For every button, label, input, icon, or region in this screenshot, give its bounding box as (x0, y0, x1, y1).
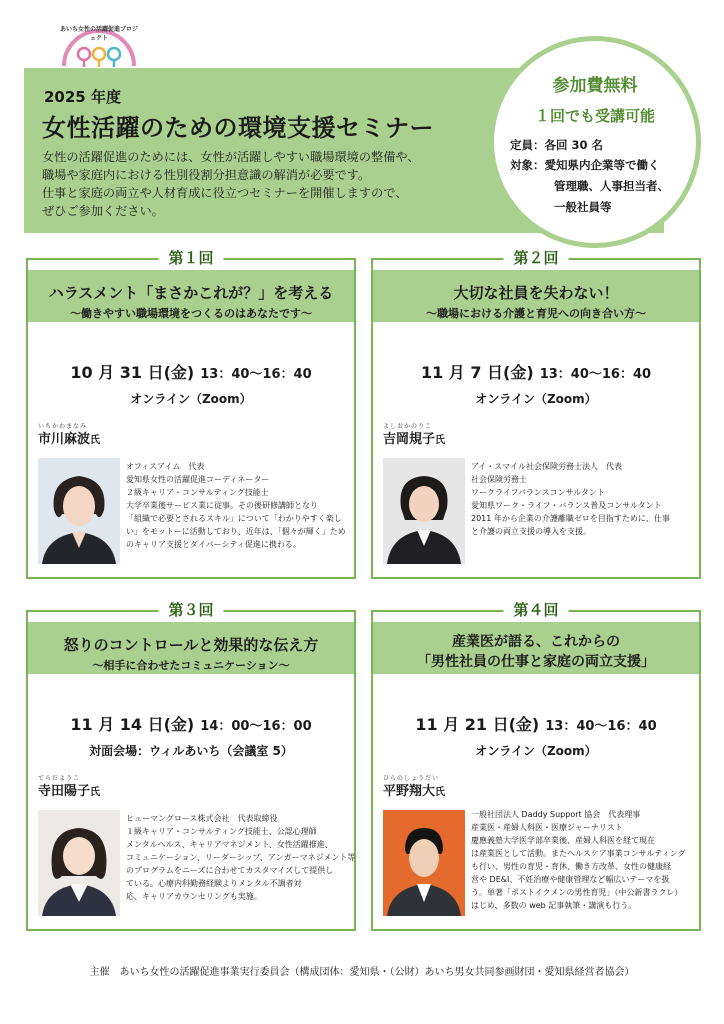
honorific: 氏 (90, 435, 101, 446)
speaker-photo (38, 810, 120, 916)
session-number: 第４回 (503, 599, 568, 620)
bio-line: 一般社団法人 Daddy Support 協会 代表理事 (471, 810, 641, 819)
speaker-name (38, 428, 100, 447)
session-number: 第２回 (503, 247, 568, 268)
target-text: 管理職、人事担当者、 (554, 179, 669, 193)
speaker-name (383, 780, 445, 799)
speaker-photo (383, 810, 465, 916)
session-1-card (26, 249, 356, 579)
session-title-line-2: 「男性社員の仕事と家庭の両立支援」 (417, 654, 655, 670)
capacity-text: 定員：各回 30 名 (510, 138, 604, 152)
bio-line: 大学卒業後サービス業に従事。その後研修講師となり (126, 501, 318, 510)
session-datetime (373, 360, 699, 383)
session-3-card (26, 601, 356, 931)
speaker-name-text: 平野翔大 (383, 784, 436, 799)
session-title-band (28, 270, 354, 322)
speaker-bio (471, 808, 699, 912)
session-title-band (373, 270, 699, 322)
bio-line: 2011 年から企業の介護離職ゼロを目指すために、仕事 (471, 514, 670, 523)
bio-line: と介護の両立支援の導入を支援。 (471, 527, 591, 536)
bio-line: はじめ、多数の web 記事執筆・講演も行う。 (471, 901, 637, 910)
year-label: 2025 年度 (44, 88, 121, 106)
session-title-band (28, 622, 354, 674)
session-title-band (373, 622, 699, 674)
bio-line: のキャリア支援とダイバーシティ促進に携わる。 (126, 540, 301, 549)
intro-line: 仕事と家庭の両立や人材育成に役立つセミナーを開催しますので、 (42, 186, 408, 200)
speaker-name-text: 市川麻波 (38, 432, 91, 447)
session-4-card (371, 601, 701, 931)
organizer-footer: 主催 あいち女性の活躍促進事業実行委員会（構成団体：愛知県・（公財）あいち男女共同参画財団・愛知県経営者協会） (89, 967, 635, 978)
session-date: 11 月 14 日(金) (70, 715, 195, 734)
logo-text: あいち女性の活躍促進プロジェクト (59, 26, 138, 42)
bio-line: も行い、男性の育児・育休、働き方改革、女性の健康経 (471, 862, 671, 871)
honorific: 氏 (435, 787, 446, 798)
bio-line: う。単著「ポストイクメンの男性育児」（中公新書ラクレ） (471, 888, 683, 897)
session-venue: オンライン（Zoom） (475, 392, 597, 406)
speaker-name (383, 428, 445, 447)
speaker-photo (383, 458, 465, 564)
session-date: 10 月 31 日(金) (70, 363, 195, 382)
project-logo (58, 10, 140, 70)
bio-line: オフィスアイム 代表 (126, 462, 205, 471)
intro-line: ぜひご参加ください。 (42, 204, 164, 218)
info-badge (489, 36, 701, 248)
session-time: 14：00～16：00 (200, 719, 312, 734)
bio-line: ヒューマングロース株式会社 代表取締役 (126, 814, 278, 823)
speaker-ruby: よしおかのりこ (383, 423, 433, 430)
bio-line: 社会保険労務士 (471, 475, 527, 484)
session-time: 13：40～16：40 (200, 367, 312, 382)
session-date: 11 月 21 日(金) (415, 715, 540, 734)
person-photo-icon (383, 458, 465, 564)
target-text: 対象：愛知県内企業等で働く (510, 158, 660, 172)
session-time: 13：40～16：40 (539, 367, 652, 382)
session-title: 怒りのコントロールと効果的な伝え方 (63, 636, 319, 654)
speaker-ruby: ひらのしょうだい (383, 775, 440, 782)
free-label: 参加費無料 (552, 76, 638, 96)
speaker-name (38, 780, 100, 799)
session-date: 11 月 7 日(金) (420, 363, 534, 382)
speaker-name-text: 寺田陽子 (38, 784, 91, 799)
honorific: 氏 (435, 435, 446, 446)
bio-line: 愛知県ワーク・ライフ・バランス普及コンサルタント (471, 501, 662, 510)
target-text: 一般社員等 (554, 200, 612, 214)
bio-line: ワークライフバランスコンサルタント (471, 488, 605, 497)
speaker-bio (471, 460, 699, 538)
intro-line: 女性の活躍促進のためには、女性が活躍しやすい職場環境の整備や、 (42, 150, 420, 164)
bio-line: 応、キャリアカウンセリングも実施。 (126, 892, 262, 901)
bio-line: 「組織で必要とされるスキル」について「わかりやすく楽し (126, 514, 342, 523)
session-number: 第３回 (158, 599, 223, 620)
session-venue: 対面会場：ウィルあいち（会議室 5） (89, 744, 293, 758)
person-photo-icon (38, 458, 120, 564)
intro-text (42, 148, 512, 220)
bio-line: ている。心療内科勤務経験よりメンタル不調者対 (126, 879, 302, 888)
intro-line: 職場や家庭内における性別役割分担意識の解消が必要です。 (42, 168, 371, 182)
speaker-bio (126, 812, 354, 903)
bio-line: １級キャリア・コンサルティング技能士、公認心理師 (126, 827, 317, 836)
session-venue: オンライン（Zoom） (130, 392, 252, 406)
bio-line: 慶應義塾大学医学部卒業後、産婦人科医を経て現在 (471, 836, 655, 845)
session-title: ハラスメント「まさかこれが？」を考える (48, 284, 334, 302)
bio-line: 営や DE&I、不妊治療や健康管理など幅広いテーマを扱 (471, 875, 670, 884)
session-datetime (28, 712, 354, 735)
bio-line: は産業医として活動。またヘルスケア事業コンサルティング (471, 849, 686, 858)
bio-line: 愛知県女性の活躍促進コーディネーター (126, 475, 270, 484)
bio-line: 産業医・産婦人科医・医療ジャーナリスト (471, 823, 623, 832)
session-2-card (371, 249, 701, 579)
bio-line: コミュニケーション、リーダーシップ、アンガーマネジメント等 (126, 853, 356, 862)
bio-line: アイ・スマイル社会保険労務士法人 代表 (471, 462, 622, 471)
person-photo-icon (38, 810, 120, 916)
session-title: 産業医が語る、これからの (452, 634, 620, 650)
session-subtitle: ～相手に合わせたコミュニケーション～ (92, 659, 290, 672)
bio-line: のプログラムをニーズに合わせてカスタマイズして提供し (126, 866, 334, 875)
bio-line: い」をモットーに活動しており、近年は、「個々が輝く」ため (126, 527, 346, 536)
page-title: 女性活躍のための環境支援セミナー (42, 114, 434, 142)
once-label: １回でも受講可能 (534, 107, 655, 125)
speaker-ruby: いちかわまなみ (38, 423, 88, 430)
session-datetime (373, 712, 699, 735)
person-photo-icon (383, 810, 465, 916)
speaker-photo (38, 458, 120, 564)
session-number: 第１回 (158, 247, 223, 268)
speaker-name-text: 吉岡規子 (383, 432, 436, 447)
session-datetime (28, 360, 354, 383)
session-subtitle: ～職場における介護と育児への向き合い方～ (426, 307, 646, 320)
speaker-ruby: てらだようこ (38, 775, 81, 782)
bio-line: メンタルヘルス、キャリアマネジメント、女性活躍推進、 (126, 840, 333, 849)
speaker-bio (126, 460, 354, 551)
session-subtitle: ～働きやすい職場環境をつくるのはあなたです～ (70, 307, 312, 320)
session-title: 大切な社員を失わない！ (453, 284, 619, 302)
bio-line: ２級キャリア・コンサルティング技能士 (126, 488, 269, 497)
session-venue: オンライン（Zoom） (475, 744, 597, 758)
session-time: 13：40～16：40 (545, 719, 657, 734)
honorific: 氏 (90, 787, 101, 798)
